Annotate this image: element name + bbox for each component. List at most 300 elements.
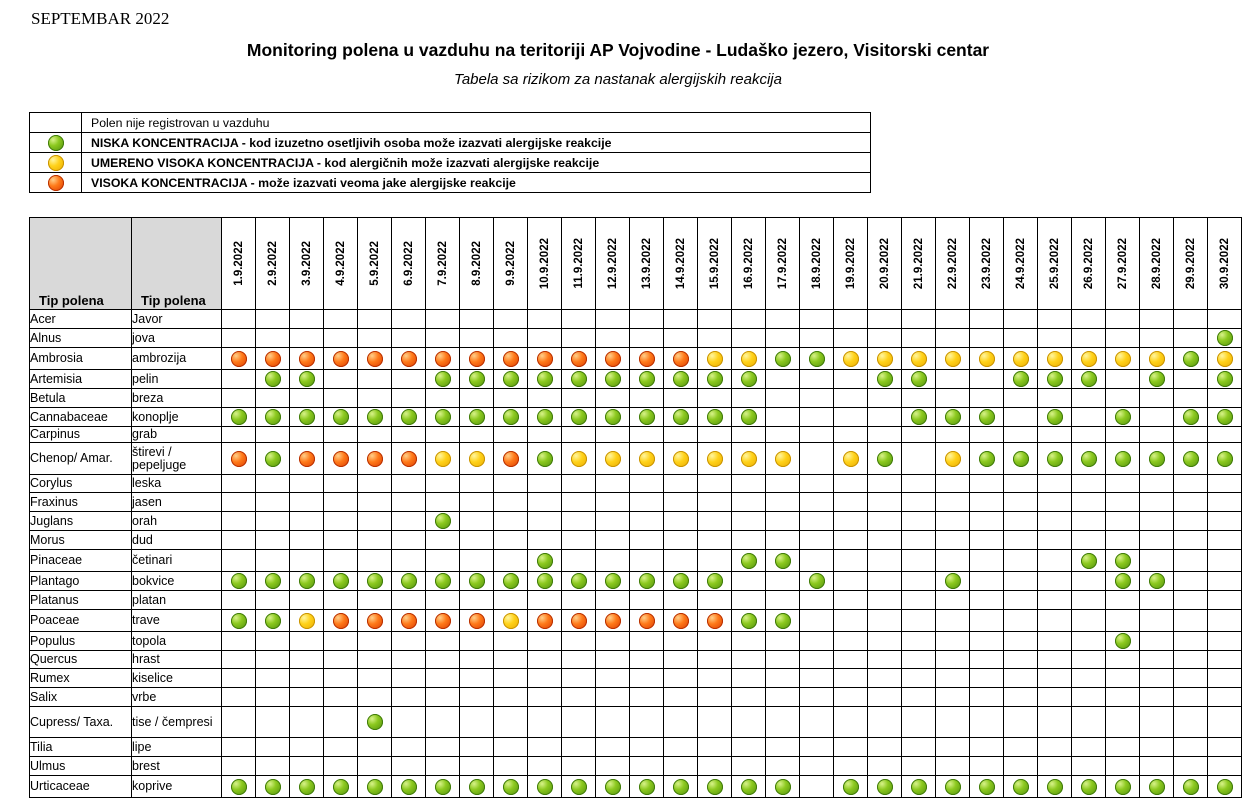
day-cell [732,329,766,348]
day-cell [222,310,256,329]
green-dot-icon [401,573,417,589]
green-dot-icon [265,451,281,467]
day-cell [256,493,290,512]
day-cell [596,310,630,329]
day-cell [1072,408,1106,427]
day-cell [868,651,902,669]
day-cell [460,443,494,475]
green-dot-icon [877,371,893,387]
day-cell [630,651,664,669]
day-cell [1140,408,1174,427]
day-cell [630,591,664,610]
day-cell [1038,389,1072,408]
day-cell [1140,348,1174,370]
day-cell [868,531,902,550]
day-cell [936,572,970,591]
day-cell [1072,669,1106,688]
day-cell [732,408,766,427]
date-label: 14.9.2022 [674,237,687,290]
day-cell [1106,707,1140,738]
pollen-latin-name: Plantago [30,572,132,591]
day-cell [426,669,460,688]
day-cell [324,427,358,443]
day-cell [1208,738,1242,757]
orange-dot-icon [401,451,417,467]
legend-icon-cell [30,133,82,153]
day-cell [664,610,698,632]
day-cell [1038,776,1072,798]
day-cell [800,443,834,475]
day-cell [426,370,460,389]
day-cell [324,610,358,632]
yellow-dot-icon [48,155,64,171]
yellow-dot-icon [673,451,689,467]
day-cell [970,493,1004,512]
day-cell [970,348,1004,370]
day-cell [834,669,868,688]
day-cell [562,493,596,512]
day-cell [256,610,290,632]
day-cell [800,512,834,531]
day-cell [562,427,596,443]
day-cell [1106,688,1140,707]
green-dot-icon [673,573,689,589]
day-cell [358,632,392,651]
day-cell [222,669,256,688]
date-header [1004,218,1038,310]
green-dot-icon [299,409,315,425]
green-dot-icon [265,409,281,425]
day-cell [868,572,902,591]
day-cell [358,707,392,738]
day-cell [358,370,392,389]
day-cell [222,348,256,370]
day-cell [868,776,902,798]
day-cell [528,348,562,370]
day-cell [528,610,562,632]
day-cell [834,591,868,610]
pollen-table [29,217,1242,798]
green-dot-icon [333,409,349,425]
green-dot-icon [1013,371,1029,387]
day-cell [902,688,936,707]
day-cell [902,591,936,610]
day-cell [324,389,358,408]
day-cell [630,493,664,512]
day-cell [630,348,664,370]
day-cell [290,738,324,757]
green-dot-icon [231,779,247,795]
day-cell [664,550,698,572]
day-cell [902,443,936,475]
day-cell [460,550,494,572]
day-cell [800,651,834,669]
green-dot-icon [1149,779,1165,795]
day-cell [222,531,256,550]
day-cell [1038,688,1072,707]
day-cell [732,738,766,757]
day-cell [1140,757,1174,776]
table-row [30,669,1242,688]
day-cell [834,651,868,669]
yellow-dot-icon [843,451,859,467]
day-cell [1140,591,1174,610]
day-cell [392,669,426,688]
day-cell [290,550,324,572]
green-dot-icon [605,409,621,425]
day-cell [256,669,290,688]
day-cell [494,632,528,651]
day-cell [494,669,528,688]
day-cell [630,475,664,493]
yellow-dot-icon [1081,351,1097,367]
day-cell [732,610,766,632]
day-cell [1106,329,1140,348]
pollen-local-name: konoplje [132,408,222,427]
day-cell [936,310,970,329]
day-cell [970,512,1004,531]
day-cell [1208,475,1242,493]
pollen-local-name: orah [132,512,222,531]
day-cell [970,688,1004,707]
green-dot-icon [503,573,519,589]
green-dot-icon [605,573,621,589]
day-cell [1004,348,1038,370]
day-cell [222,389,256,408]
day-cell [630,329,664,348]
day-cell [1140,493,1174,512]
day-cell [970,757,1004,776]
green-dot-icon [809,573,825,589]
table-row [30,707,1242,738]
day-cell [222,408,256,427]
green-dot-icon [1149,573,1165,589]
day-cell [1208,512,1242,531]
day-cell [290,512,324,531]
day-cell [562,591,596,610]
date-header [834,218,868,310]
day-cell [256,688,290,707]
day-cell [460,475,494,493]
day-cell [460,348,494,370]
day-cell [562,348,596,370]
day-cell [630,512,664,531]
day-cell [562,688,596,707]
date-label: 10.9.2022 [538,237,551,290]
date-label: 17.9.2022 [776,237,789,290]
pollen-local-name: četinari [132,550,222,572]
day-cell [800,572,834,591]
day-cell [630,610,664,632]
day-cell [494,389,528,408]
date-label: 4.9.2022 [334,241,347,286]
day-cell [426,757,460,776]
day-cell [664,707,698,738]
green-dot-icon [775,779,791,795]
orange-dot-icon [299,351,315,367]
yellow-dot-icon [877,351,893,367]
day-cell [596,632,630,651]
day-cell [732,531,766,550]
day-cell [698,688,732,707]
day-cell [494,408,528,427]
day-cell [1038,427,1072,443]
day-cell [528,757,562,776]
green-dot-icon [707,409,723,425]
day-cell [902,707,936,738]
day-cell [1208,550,1242,572]
green-dot-icon [401,779,417,795]
day-cell [1140,512,1174,531]
orange-dot-icon [537,351,553,367]
day-cell [256,512,290,531]
day-cell [494,707,528,738]
day-cell [868,310,902,329]
day-cell [562,389,596,408]
green-dot-icon [741,409,757,425]
day-cell [630,370,664,389]
green-dot-icon [435,409,451,425]
green-dot-icon [1217,451,1233,467]
green-dot-icon [299,573,315,589]
day-cell [426,651,460,669]
header-latin: Tip polena [30,218,132,310]
day-cell [222,572,256,591]
day-cell [1174,632,1208,651]
day-cell [290,389,324,408]
day-cell [528,531,562,550]
day-cell [970,370,1004,389]
day-cell [936,531,970,550]
table-row [30,688,1242,707]
green-dot-icon [435,573,451,589]
day-cell [1208,389,1242,408]
day-cell [494,493,528,512]
day-cell [1038,329,1072,348]
day-cell [324,408,358,427]
day-cell [324,572,358,591]
day-cell [1140,531,1174,550]
day-cell [460,757,494,776]
green-dot-icon [435,779,451,795]
date-header [630,218,664,310]
green-dot-icon [605,779,621,795]
yellow-dot-icon [741,351,757,367]
yellow-dot-icon [469,451,485,467]
day-cell [1072,632,1106,651]
day-cell [1174,493,1208,512]
day-cell [1174,370,1208,389]
day-cell [426,688,460,707]
date-label: 28.9.2022 [1150,237,1163,290]
day-cell [494,348,528,370]
day-cell [324,688,358,707]
day-cell [834,738,868,757]
day-cell [1004,370,1038,389]
day-cell [324,310,358,329]
day-cell [868,389,902,408]
day-cell [596,493,630,512]
day-cell [596,531,630,550]
day-cell [1072,370,1106,389]
green-dot-icon [673,779,689,795]
day-cell [1208,572,1242,591]
green-dot-icon [1081,451,1097,467]
date-header [664,218,698,310]
day-cell [766,610,800,632]
day-cell [1208,310,1242,329]
day-cell [1140,776,1174,798]
day-cell [392,329,426,348]
day-cell [936,610,970,632]
day-cell [392,531,426,550]
day-cell [1174,610,1208,632]
date-header [460,218,494,310]
day-cell [766,669,800,688]
green-dot-icon [1047,371,1063,387]
orange-dot-icon [231,451,247,467]
pollen-latin-name: Platanus [30,591,132,610]
green-dot-icon [639,371,655,387]
day-cell [766,776,800,798]
day-cell [290,610,324,632]
day-cell [970,329,1004,348]
day-cell [256,329,290,348]
legend-icon-cell [30,153,82,173]
day-cell [766,632,800,651]
day-cell [494,512,528,531]
day-cell [460,408,494,427]
day-cell [222,427,256,443]
pollen-local-name: platan [132,591,222,610]
page-subtitle: Tabela sa rizikom za nastanak alergijskih reakcija [454,71,782,88]
day-cell [1004,651,1038,669]
day-cell [766,512,800,531]
day-cell [528,370,562,389]
day-cell [800,610,834,632]
day-cell [222,443,256,475]
green-dot-icon [469,779,485,795]
day-cell [528,493,562,512]
green-dot-icon [503,371,519,387]
day-cell [426,443,460,475]
day-cell [1004,475,1038,493]
day-cell [426,310,460,329]
day-cell [732,632,766,651]
day-cell [1106,427,1140,443]
day-cell [970,669,1004,688]
day-cell [766,408,800,427]
day-cell [596,610,630,632]
day-cell [290,370,324,389]
day-cell [834,531,868,550]
green-dot-icon [1183,451,1199,467]
yellow-dot-icon [741,451,757,467]
orange-dot-icon [48,175,64,191]
pollen-local-name: topola [132,632,222,651]
day-cell [766,427,800,443]
day-cell [358,757,392,776]
pollen-local-name: dud [132,531,222,550]
yellow-dot-icon [299,613,315,629]
green-dot-icon [1217,409,1233,425]
day-cell [256,757,290,776]
day-cell [1106,757,1140,776]
day-cell [970,572,1004,591]
day-cell [630,408,664,427]
day-cell [1174,408,1208,427]
green-dot-icon [741,553,757,569]
day-cell [834,408,868,427]
green-dot-icon [1047,451,1063,467]
green-dot-icon [945,409,961,425]
pollen-latin-name: Quercus [30,651,132,669]
table-body [30,310,1242,798]
day-cell [970,610,1004,632]
yellow-dot-icon [707,451,723,467]
orange-dot-icon [673,613,689,629]
day-cell [290,348,324,370]
day-cell [1174,389,1208,408]
day-cell [732,550,766,572]
day-cell [494,738,528,757]
day-cell [256,475,290,493]
day-cell [358,389,392,408]
day-cell [902,370,936,389]
orange-dot-icon [571,613,587,629]
day-cell [732,427,766,443]
day-cell [1140,738,1174,757]
day-cell [358,550,392,572]
day-cell [596,512,630,531]
day-cell [1106,632,1140,651]
yellow-dot-icon [707,351,723,367]
date-header [732,218,766,310]
green-dot-icon [537,371,553,387]
day-cell [1072,757,1106,776]
day-cell [528,443,562,475]
day-cell [970,531,1004,550]
day-cell [528,475,562,493]
yellow-dot-icon [639,451,655,467]
date-label: 15.9.2022 [708,237,721,290]
orange-dot-icon [401,613,417,629]
day-cell [222,610,256,632]
day-cell [936,776,970,798]
day-cell [1208,669,1242,688]
green-dot-icon [605,371,621,387]
day-cell [1004,531,1038,550]
day-cell [902,512,936,531]
day-cell [222,550,256,572]
day-cell [1004,610,1038,632]
day-cell [1140,370,1174,389]
table-row [30,408,1242,427]
day-cell [1004,389,1038,408]
day-cell [1038,531,1072,550]
day-cell [766,493,800,512]
day-cell [834,550,868,572]
orange-dot-icon [299,451,315,467]
legend-icon-cell [30,113,82,133]
day-cell [596,776,630,798]
day-cell [1038,408,1072,427]
green-dot-icon [469,573,485,589]
date-label: 20.9.2022 [878,237,891,290]
table-row [30,591,1242,610]
day-cell [664,632,698,651]
pollen-latin-name: Tilia [30,738,132,757]
